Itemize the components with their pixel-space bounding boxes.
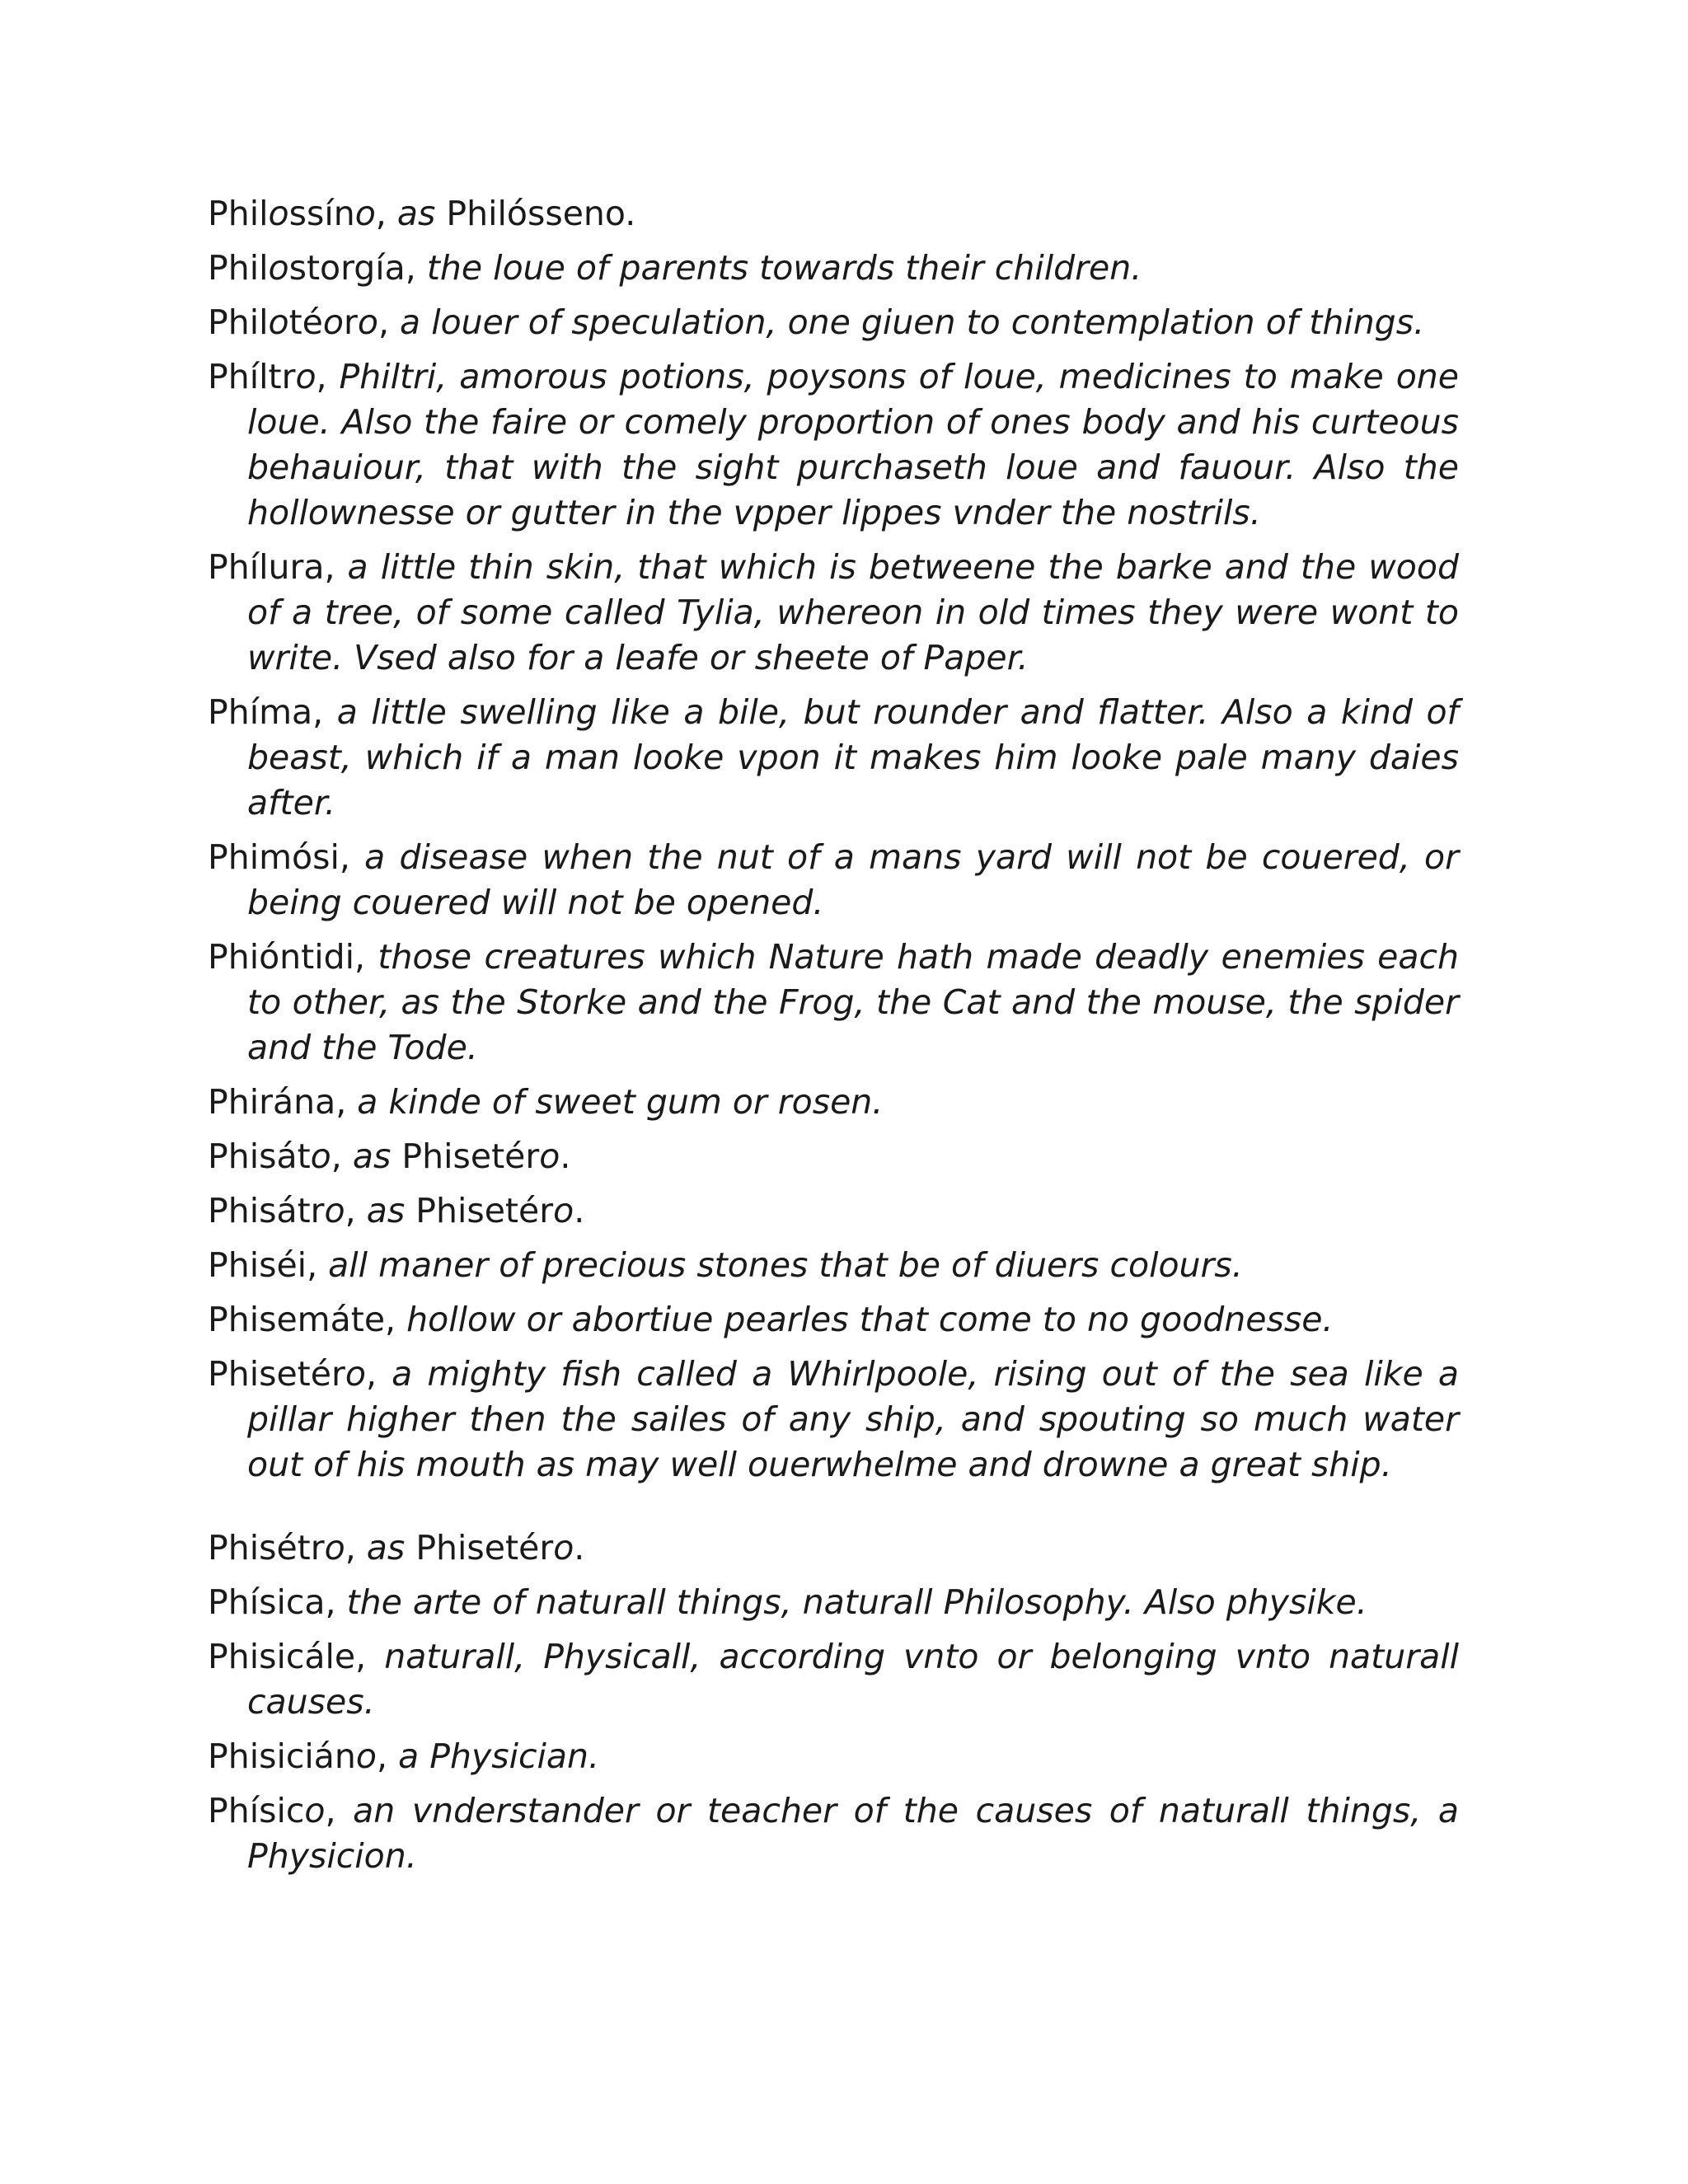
headword-segment: ,: [316, 357, 340, 396]
dictionary-entry: [208, 1352, 1459, 1488]
headword-segment: Phisátr: [208, 1191, 325, 1230]
headword-segment: o: [354, 194, 376, 233]
entry-definition: [406, 1300, 1333, 1339]
definition-segment: .: [574, 1528, 585, 1568]
definition-segment: hollow or abortiue pearles that come to no goodnesse.: [406, 1300, 1334, 1339]
headword-segment: ,: [377, 302, 401, 342]
definition-segment: o: [539, 1137, 560, 1176]
headword-segment: Phirána,: [208, 1082, 358, 1122]
entry-headword: [208, 357, 339, 396]
definition-segment: a little swelling like a bile, but rounder and flatter. Also a kind of beast, which if a man looke vpon it makes him looke pale many daies after.: [247, 692, 1459, 823]
headword-segment: Phil: [208, 194, 269, 233]
definition-segment: a disease when the nut of a mans yard will not be couered, or being couered will not be opened.: [247, 837, 1459, 922]
headword-segment: storgía,: [288, 248, 427, 288]
entry-headword: [208, 1245, 328, 1285]
headword-segment: Phílura,: [208, 547, 348, 587]
headword-segment: ,: [365, 1354, 392, 1394]
dictionary-entry: [208, 1526, 1459, 1571]
definition-segment: Phisetér: [391, 1137, 540, 1176]
definition-segment: Philtri, amorous potions, poysons of loue, medicines to make one loue. Also the faire or comely proportion of ones body and his curteous behauiour, that with the sight purchaseth loue and fauour. Also the hollownesse or gutter in the vpper lippes vnder the nostrils.: [247, 357, 1459, 532]
headword-segment: ,: [375, 194, 397, 233]
headword-segment: Phisetér: [208, 1354, 345, 1394]
dictionary-entry: [208, 545, 1459, 681]
headword-segment: Phil: [208, 302, 269, 342]
dictionary-entry: [208, 191, 1459, 237]
entry-headword: [208, 1791, 353, 1830]
entry-definition: [353, 1137, 571, 1176]
headword-segment: Phísica,: [208, 1582, 347, 1622]
definition-segment: o: [553, 1528, 574, 1568]
entry-definition: [247, 1354, 1459, 1484]
dictionary-entry: [208, 1734, 1459, 1779]
definition-segment: as: [366, 1191, 406, 1230]
dictionary-entry: [208, 935, 1459, 1071]
definition-segment: o: [553, 1191, 574, 1230]
headword-segment: Phísic: [208, 1791, 305, 1830]
headword-segment: ssín: [288, 194, 355, 233]
headword-segment: Phimósi,: [208, 837, 365, 877]
entry-headword: [208, 194, 397, 233]
entry-definition: [347, 1582, 1367, 1622]
headword-segment: o: [304, 1791, 326, 1830]
headword-segment: o: [322, 302, 344, 342]
entry-list: [208, 191, 1459, 1879]
headword-segment: ,: [331, 1137, 353, 1176]
definition-segment: an vnderstander or teacher of the causes of naturall things, a Physicion.: [247, 1791, 1459, 1876]
headword-segment: Phiséi,: [208, 1245, 329, 1285]
entry-headword: [208, 837, 364, 877]
headword-segment: Phisát: [208, 1137, 311, 1176]
definition-segment: .: [625, 194, 636, 233]
headword-segment: ,: [345, 1191, 367, 1230]
definition-segment: as: [352, 1137, 392, 1176]
headword-segment: r: [344, 302, 358, 342]
entry-definition: [367, 1528, 585, 1568]
dictionary-entry: [208, 1134, 1459, 1179]
headword-segment: o: [345, 1354, 366, 1394]
entry-definition: [247, 547, 1459, 677]
headword-segment: té: [288, 302, 323, 342]
headword-segment: ,: [325, 1791, 354, 1830]
definition-segment: a mighty fish called a Whirlpoole, rising out of the sea like a pillar higher then the sailes of any ship, and spouting so much water out of his mouth as may well ouerwhelme and drowne a great ship.: [247, 1354, 1459, 1484]
definition-segment: a louer of speculation, one giuen to contemplation of things.: [400, 302, 1425, 342]
dictionary-entry: [208, 1243, 1459, 1288]
headword-segment: o: [355, 1736, 377, 1776]
headword-segment: ,: [345, 1528, 367, 1568]
entry-definition: [247, 1637, 1459, 1722]
dictionary-entry: [208, 690, 1459, 826]
entry-definition: [328, 1245, 1243, 1285]
headword-segment: o: [268, 194, 289, 233]
headword-segment: Phisemáte,: [208, 1300, 407, 1339]
dictionary-entry: [208, 1634, 1459, 1725]
headword-segment: Phisicále,: [208, 1637, 385, 1676]
entry-definition: [427, 248, 1142, 288]
entry-definition: [247, 937, 1459, 1067]
entry-headword: [208, 937, 377, 977]
definition-segment: the arte of naturall things, naturall Philosophy. Also physike.: [346, 1582, 1367, 1622]
headword-segment: o: [310, 1137, 331, 1176]
entry-headword: [208, 302, 400, 342]
dictionary-entry: [208, 354, 1459, 536]
definition-segment: those creatures which Nature hath made deadly enemies each to other, as the Storke and the Frog, the Cat and the mouse, the spider and the Tode.: [247, 937, 1459, 1067]
dictionary-entry: [208, 1297, 1459, 1343]
definition-segment: a Physician.: [398, 1736, 600, 1776]
definition-segment: a kinde of sweet gum or rosen.: [357, 1082, 884, 1122]
headword-segment: Phióntidi,: [208, 937, 378, 977]
entry-definition: [398, 1736, 599, 1776]
entry-headword: [208, 1354, 392, 1394]
definition-segment: a little thin skin, that which is betweene the barke and the wood of a tree, of some called Tylia, whereon in old times they were wont to write. Vsed also for a leafe or sheete of Paper.: [247, 547, 1459, 677]
definition-segment: Philósseno: [435, 194, 626, 233]
entry-headword: [208, 547, 348, 587]
definition-segment: naturall, Physicall, according vnto or belonging vnto naturall causes.: [247, 1637, 1459, 1722]
definition-segment: .: [574, 1191, 585, 1230]
headword-segment: o: [268, 248, 289, 288]
dictionary-entry: [208, 246, 1459, 291]
headword-segment: o: [295, 357, 316, 396]
definition-segment: as: [366, 1528, 406, 1568]
headword-segment: Phisicián: [208, 1736, 356, 1776]
definition-segment: .: [560, 1137, 571, 1176]
headword-segment: o: [268, 302, 289, 342]
entry-definition: [247, 837, 1459, 922]
entry-definition: [357, 1082, 883, 1122]
headword-segment: Phisétr: [208, 1528, 325, 1568]
entry-headword: [208, 692, 337, 732]
dictionary-entry: [208, 835, 1459, 926]
entry-definition: [367, 1191, 585, 1230]
entry-definition: [400, 302, 1424, 342]
entry-headword: [208, 248, 427, 288]
entry-headword: [208, 1637, 384, 1676]
headword-segment: o: [324, 1191, 345, 1230]
definition-segment: Phisetér: [405, 1191, 554, 1230]
headword-segment: Phíltr: [208, 357, 296, 396]
dictionary-entry: [208, 1788, 1459, 1879]
definition-segment: all maner of precious stones that be of diuers colours.: [328, 1245, 1243, 1285]
dictionary-entry: [208, 1580, 1459, 1625]
definition-segment: the loue of parents towards their children.: [426, 248, 1142, 288]
headword-segment: o: [324, 1528, 345, 1568]
entry-headword: [208, 1528, 367, 1568]
entry-headword: [208, 1137, 353, 1176]
headword-segment: o: [357, 302, 378, 342]
entry-headword: [208, 1191, 367, 1230]
dictionary-entry: [208, 1080, 1459, 1125]
entry-definition: [247, 1791, 1459, 1876]
entry-headword: [208, 1082, 357, 1122]
dictionary-entry: [208, 300, 1459, 345]
entry-definition: [247, 692, 1459, 823]
headword-segment: Phíma,: [208, 692, 337, 732]
definition-segment: as: [396, 194, 436, 233]
headword-segment: ,: [377, 1736, 399, 1776]
headword-segment: Phil: [208, 248, 269, 288]
dictionary-entry: [208, 1188, 1459, 1234]
entry-headword: [208, 1736, 398, 1776]
entry-headword: [208, 1582, 347, 1622]
definition-segment: Phisetér: [405, 1528, 554, 1568]
dictionary-page: [208, 191, 1459, 1888]
entry-headword: [208, 1300, 406, 1339]
entry-definition: [247, 357, 1459, 532]
entry-definition: [397, 194, 635, 233]
